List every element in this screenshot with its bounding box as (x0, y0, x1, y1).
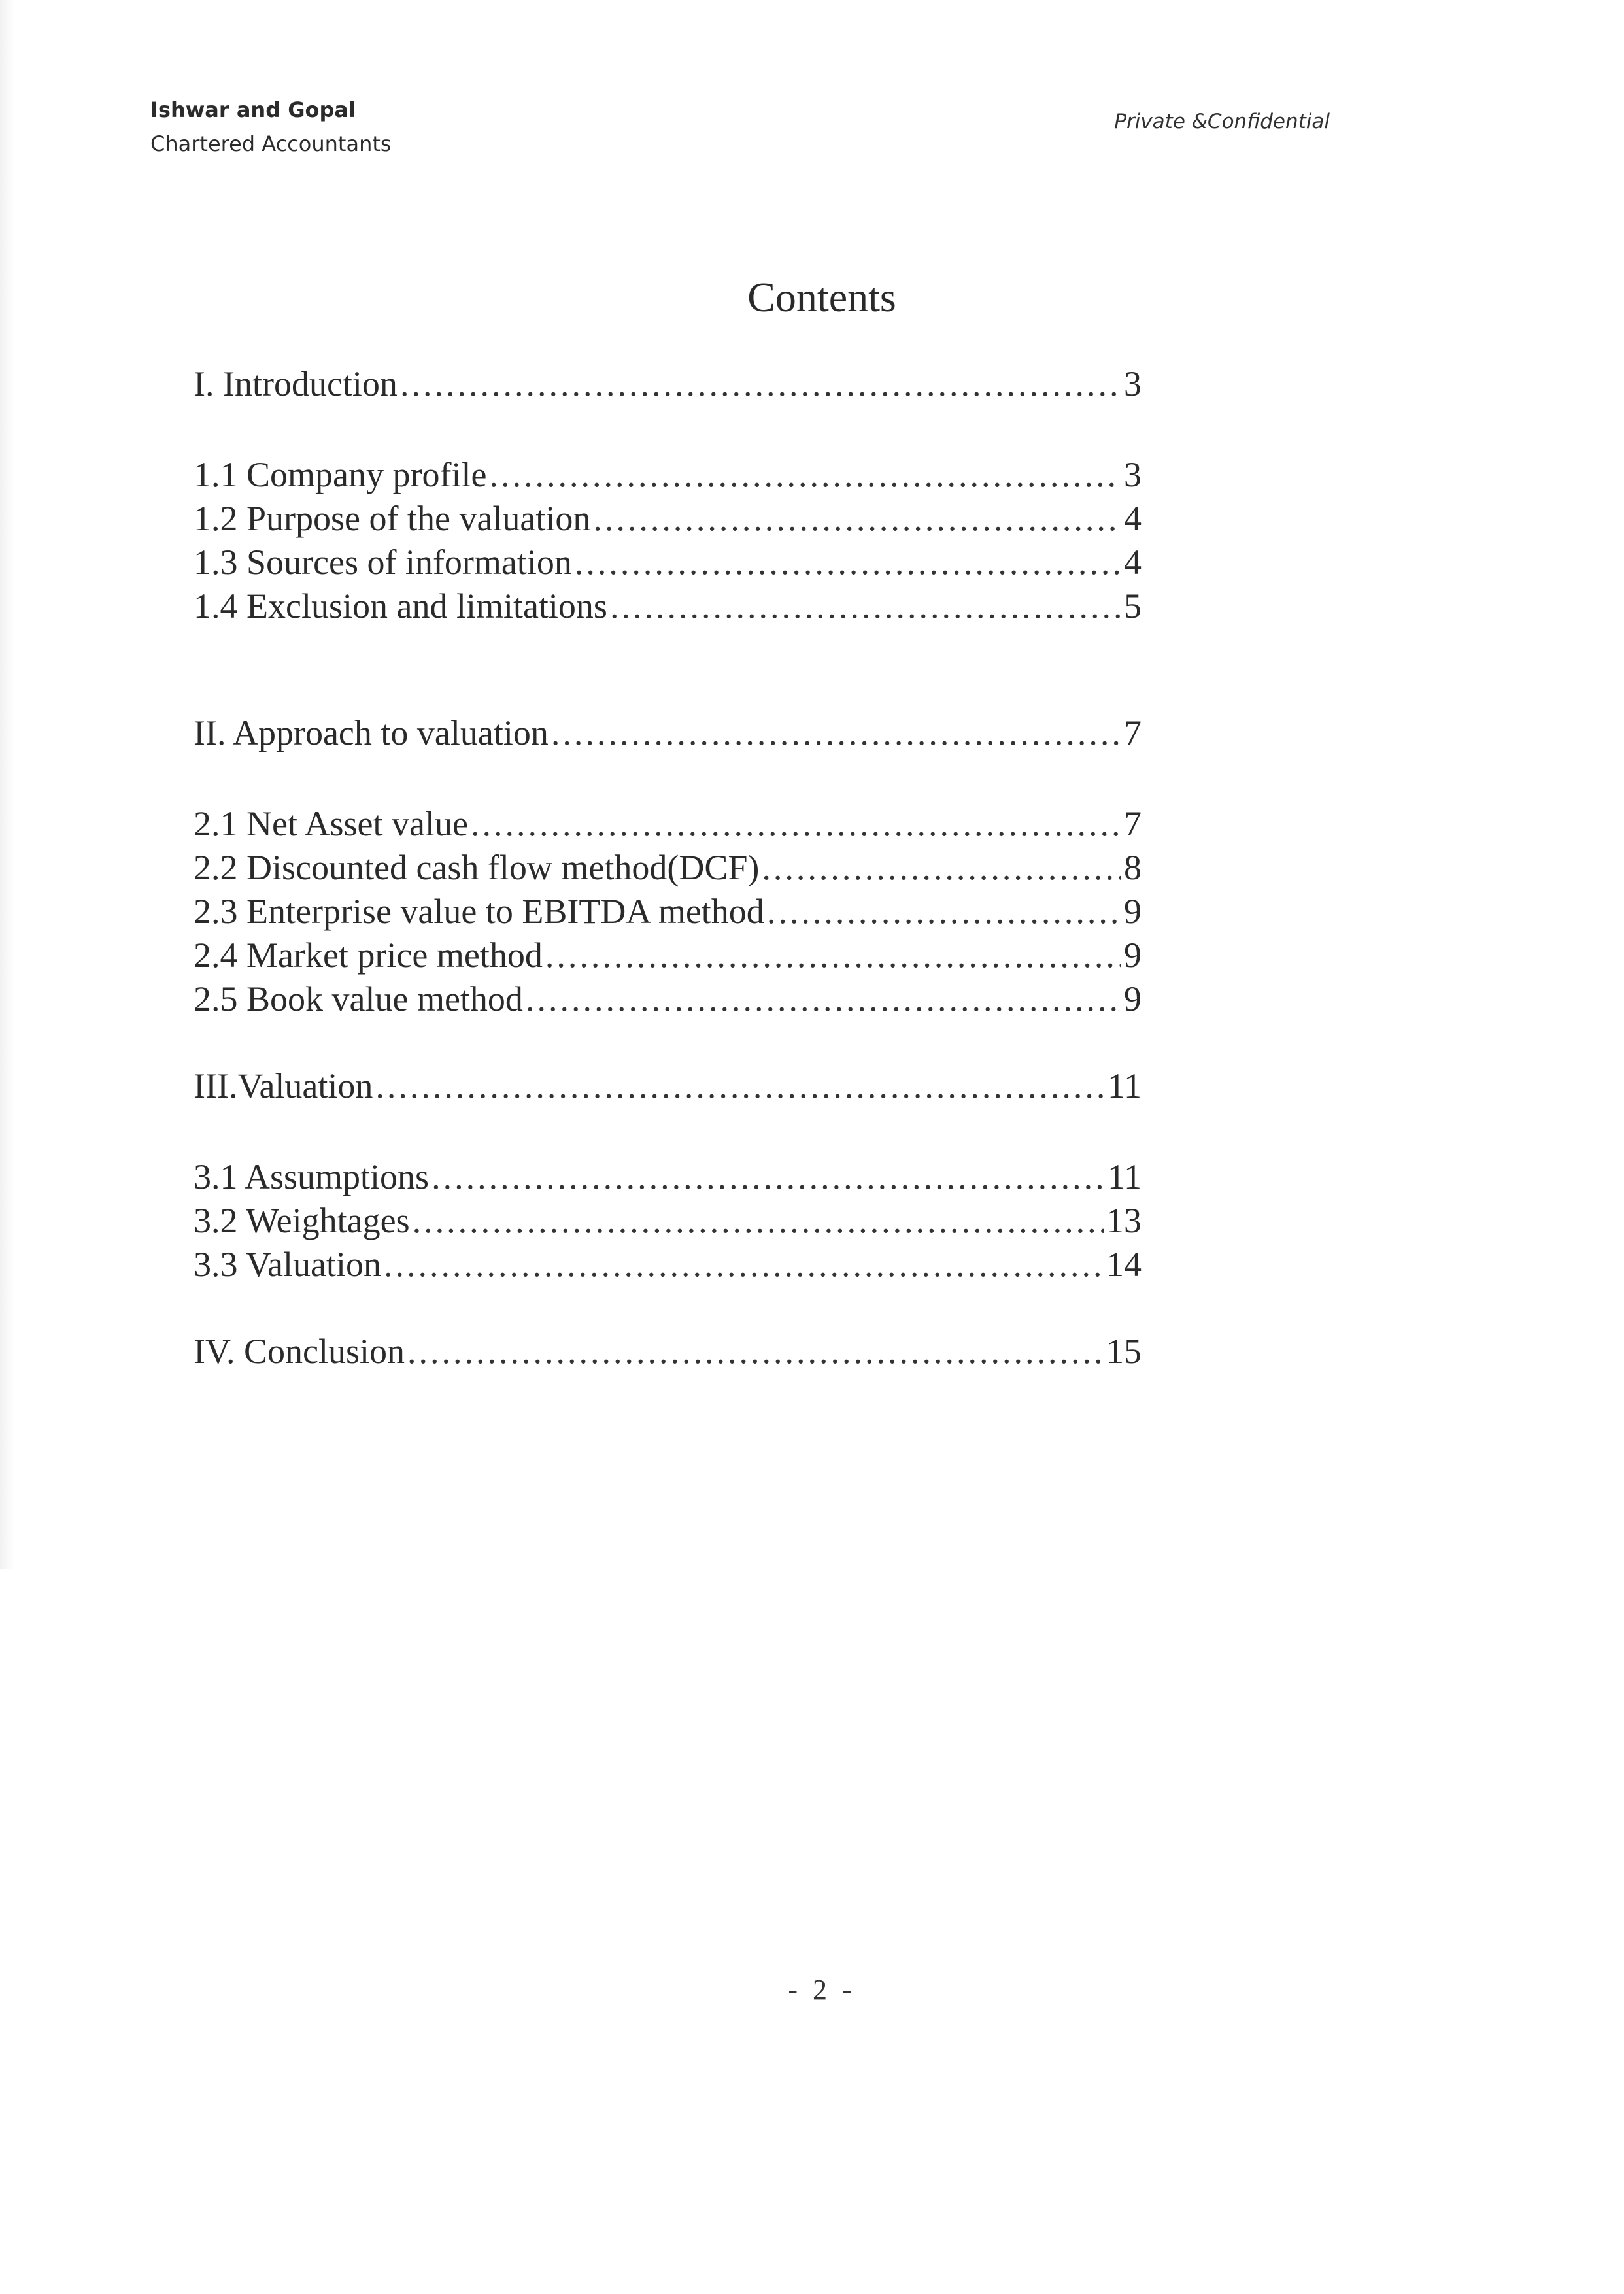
dot-leader (384, 1243, 1104, 1287)
toc-entry-conclusion[interactable] (194, 1330, 1142, 1374)
toc-entry-label: II. Approach to valuation (194, 713, 549, 752)
toc-entry-valuation[interactable] (194, 1243, 1142, 1287)
dot-leader (375, 1064, 1105, 1108)
toc-entry-valuation-chapter[interactable] (194, 1064, 1142, 1108)
dot-leader (610, 584, 1121, 628)
toc-entry-sources[interactable] (194, 541, 1142, 584)
toc-entry-page: 7 (1124, 713, 1142, 752)
toc-entry-label: 2.1 Net Asset value (194, 804, 468, 843)
firm-name: Ishwar and Gopal (150, 97, 356, 122)
toc-entry-assumptions[interactable] (194, 1155, 1142, 1199)
toc-entry-net-asset-value[interactable] (194, 802, 1142, 846)
toc-entry-label: III.Valuation (194, 1066, 373, 1105)
dot-leader (575, 541, 1121, 584)
toc-entry-page: 14 (1106, 1245, 1142, 1284)
toc-entry-book-value[interactable] (194, 977, 1142, 1021)
page-number: - 2 - (788, 1974, 856, 2006)
toc-entry-page: 4 (1124, 499, 1142, 538)
toc-entry-page: 3 (1124, 455, 1142, 494)
toc-entry-page: 5 (1124, 586, 1142, 626)
dot-leader (413, 1199, 1104, 1243)
toc-entry-label: 1.3 Sources of information (194, 543, 572, 582)
dot-leader (767, 890, 1121, 934)
toc-entry-introduction[interactable] (194, 362, 1142, 406)
toc-entry-page: 15 (1106, 1332, 1142, 1371)
dot-leader (545, 934, 1121, 977)
toc-entry-page: 7 (1124, 804, 1142, 843)
toc-entry-page: 13 (1106, 1201, 1142, 1240)
dot-leader (526, 977, 1121, 1021)
toc-entry-label: 1.2 Purpose of the valuation (194, 499, 591, 538)
toc-entry-label: 2.3 Enterprise value to EBITDA method (194, 892, 764, 931)
dot-leader (407, 1330, 1104, 1374)
toc-entry-ev-ebitda[interactable] (194, 890, 1142, 934)
toc-entry-page: 8 (1124, 848, 1142, 887)
toc-entry-page: 9 (1124, 892, 1142, 931)
toc-entry-label: IV. Conclusion (194, 1332, 405, 1371)
toc-entry-page: 11 (1108, 1157, 1142, 1196)
toc-entry-label: 3.3 Valuation (194, 1245, 381, 1284)
table-of-contents (194, 362, 1142, 1374)
dot-leader (471, 802, 1121, 846)
toc-entry-purpose[interactable] (194, 497, 1142, 541)
toc-entry-page: 11 (1108, 1066, 1142, 1105)
toc-entry-label: 3.2 Weightages (194, 1201, 410, 1240)
scan-edge-shade (0, 0, 14, 1569)
firm-block (150, 93, 392, 161)
toc-entry-weightages[interactable] (194, 1199, 1142, 1243)
toc-entry-page: 9 (1124, 979, 1142, 1019)
dot-leader (400, 362, 1121, 406)
toc-entry-dcf[interactable] (194, 846, 1142, 890)
toc-entry-label: I. Introduction (194, 364, 398, 403)
toc-entry-label: 1.4 Exclusion and limitations (194, 586, 607, 626)
toc-entry-label: 2.4 Market price method (194, 936, 543, 975)
dot-leader (489, 453, 1121, 497)
firm-subtitle: Chartered Accountants (150, 131, 392, 156)
dot-leader (551, 711, 1121, 755)
toc-entry-page: 3 (1124, 364, 1142, 403)
page-title: Contents (747, 274, 896, 320)
dot-leader (593, 497, 1121, 541)
dot-leader (762, 846, 1121, 890)
toc-entry-company-profile[interactable] (194, 453, 1142, 497)
dot-leader (431, 1155, 1105, 1199)
toc-entry-market-price[interactable] (194, 934, 1142, 977)
toc-entry-exclusions[interactable] (194, 584, 1142, 628)
toc-entry-label: 1.1 Company profile (194, 455, 487, 494)
toc-entry-label: 3.1 Assumptions (194, 1157, 430, 1196)
toc-entry-label: 2.5 Book value method (194, 979, 523, 1019)
toc-entry-approach[interactable] (194, 711, 1142, 755)
toc-entry-page: 4 (1124, 543, 1142, 582)
confidentiality-label: Private &Confidential (1114, 110, 1330, 133)
toc-entry-label: 2.2 Discounted cash flow method(DCF) (194, 848, 760, 887)
toc-entry-page: 9 (1124, 936, 1142, 975)
